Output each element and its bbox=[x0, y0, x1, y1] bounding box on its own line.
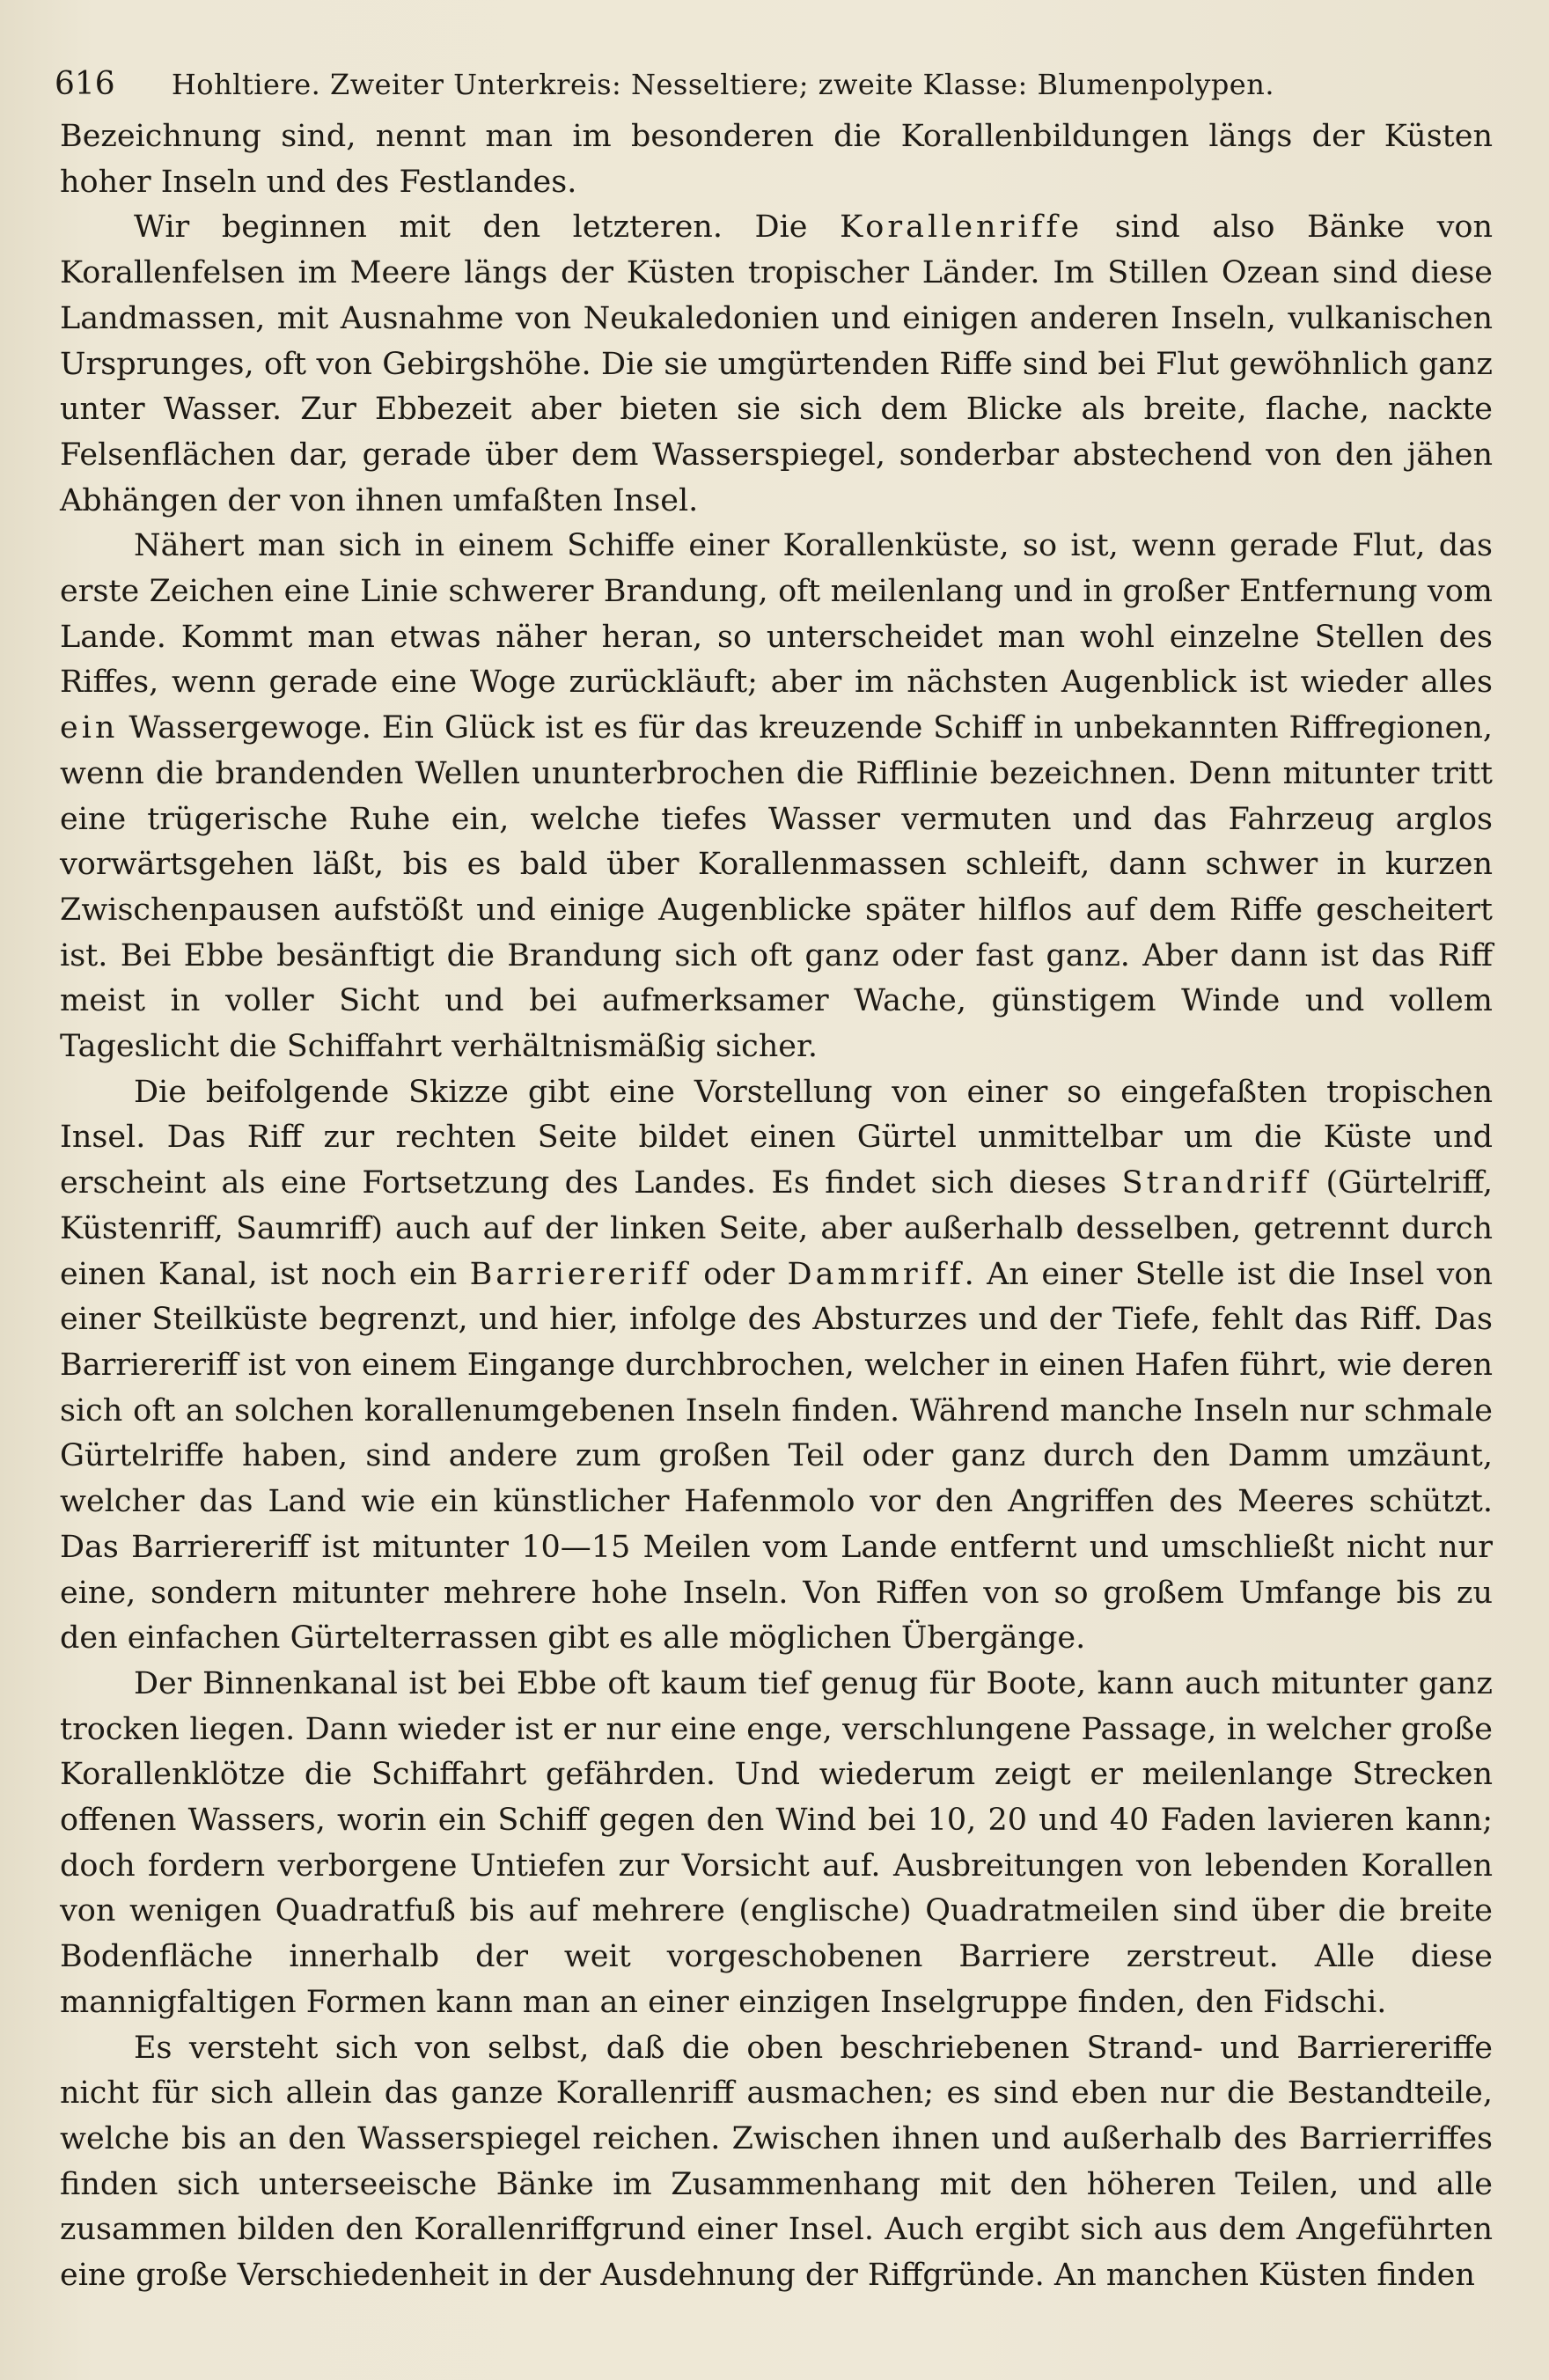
text-run: . An einer Stelle ist die Insel von einer Steilküste begrenzt, und hier, infolge des Absturzes und der Tiefe, fehlt das Riff. Das Barriereriff ist von einem Eingange durchbrochen, welcher in einen Hafen führt, wie deren sich oft an solchen korallenumgebenen Inseln finden. Während manche Inseln nur schmale Gürtelriffe haben, sind andere zum großen Teil oder ganz durch den Damm umzäunt, welcher das Land wie ein künstlicher Hafenmolo vor den Angriffen des Meeres schützt. Das Barriereriff ist mitunter 10—15 Meilen vom Lande entfernt und umschließt nicht nur eine, sondern mitunter mehrere hohe Inseln. Von Riffen von so großem Umfange bis zu den einfachen Gürtelterrassen gibt es alle möglichen Übergänge. bbox=[60, 1256, 1494, 1656]
text-run: sind also Bänke von Korallenfelsen im Meere längs der Küsten tropischer Länder. Im Stillen Ozean sind diese Landmassen, mit Ausnahme von Neukaledonien und einigen anderen Inseln, vulkanischen Ursprunges, oft von Gebirgshöhe. Die sie umgürtenden Riffe sind bei Flut gewöhnlich ganz unter Wasser. Zur Ebbezeit aber bieten sie sich dem Blicke als breite, flache, nackte Felsenflächen dar, gerade über dem Wasserspiegel, sonderbar abstechend von den jähen Abhängen der von ihnen umfaßten Insel. bbox=[60, 209, 1493, 518]
paragraph bbox=[60, 114, 1493, 205]
text-run: Wassergewoge. Ein Glück ist es für das kreuzende Schiff in unbekannten Riffregionen, wenn die brandenden Wellen ununterbrochen die Rifflinie bezeichnen. Denn mitunter tritt eine trügerische Ruhe ein, welche tiefes Wasser vermuten und das Fahrzeug arglos vorwärtsgehen läßt, bis es bald über Korallenmassen schleift, dann schwer in kurzen Zwischenpausen aufstößt und einige Augenblicke später hilflos auf dem Riffe gescheitert ist. Bei Ebbe besänftigt die Brandung sich oft ganz oder fast ganz. Aber dann ist das Riff meist in voller Sicht und bei aufmerksamer Wache, günstigem Winde und vollem Tageslicht die Schiffahrt verhältnismäßig sicher. bbox=[60, 710, 1493, 1065]
paragraph bbox=[60, 205, 1493, 524]
emphasized-term: Strandriff bbox=[1121, 1165, 1311, 1201]
text-run: Die beifolgende Skizze gibt eine Vorstellung von einer so eingefaßten tropischen Insel. Das Riff zur rechten Seite bildet einen Gürtel unmittelbar um die Küste und erscheint als eine Fortsetzung des Landes. Es findet sich dieses bbox=[60, 1074, 1493, 1201]
emphasized-term: Dammriff bbox=[787, 1256, 965, 1292]
page-number: 616 bbox=[55, 66, 115, 102]
emphasized-term: Barriereriff bbox=[469, 1256, 691, 1292]
text-run: (Gürtelriff, Küstenriff, Saumriff) auch auf der linken Seite, aber außerhalb desselben, getrennt durch einen Kanal, ist noch ein bbox=[60, 1165, 1493, 1292]
emphasized-term: ein bbox=[60, 710, 119, 746]
text-run: Bezeichnung sind, nennt man im besonderen die Korallenbildungen längs der Küsten hoher Inseln und des Festlandes. bbox=[60, 119, 1493, 200]
text-run: Nähert man sich in einem Schiffe einer Korallenküste, so ist, wenn gerade Flut, das erste Zeichen eine Linie schwerer Brandung, oft meilenlang und in großer Entfernung vom Lande. Kommt man etwas näher heran, so unterscheidet man wohl einzelne Stellen des Riffes, wenn gerade eine Woge zurückläuft; aber im nächsten Augenblick ist wieder alles bbox=[60, 528, 1493, 701]
body-text bbox=[60, 114, 1493, 2299]
paragraph bbox=[60, 2026, 1493, 2299]
page-header bbox=[55, 49, 1498, 120]
paragraph bbox=[60, 1070, 1493, 1662]
text-run: Wir beginnen mit den letzteren. Die bbox=[134, 209, 841, 246]
paragraph bbox=[60, 1662, 1493, 2026]
text-run: Der Binnenkanal ist bei Ebbe oft kaum tief genug für Boote, kann auch mitunter ganz trocken liegen. Dann wieder ist er nur eine enge, verschlungene Passage, in welcher große Korallenklötze die Schiffahrt gefährden. Und wiederum zeigt er meilenlange Strecken offenen Wassers, worin ein Schiff gegen den Wind bei 10, 20 und 40 Faden lavieren kann; doch fordern verborgene Untiefen zur Vorsicht auf. Ausbreitungen von lebenden Korallen von wenigen Quadratfuß bis auf mehrere (englische) Quadratmeilen sind über die breite Bodenfläche innerhalb der weit vorgeschobenen Barriere zerstreut. Alle diese mannigfaltigen Formen kann man an einer einzigen Inselgruppe finden, den Fidschi. bbox=[60, 1665, 1493, 2020]
emphasized-term: Korallenriffe bbox=[840, 209, 1083, 246]
text-run: oder bbox=[690, 1256, 788, 1292]
running-head: Hohltiere. Zweiter Unterkreis: Nesseltiere; zweite Klasse: Blumenpolypen. bbox=[171, 68, 1275, 101]
paragraph bbox=[60, 524, 1493, 1069]
text-run: Es versteht sich von selbst, daß die oben beschriebenen Strand- und Barriereriffe nicht für sich allein das ganze Korallenriff ausmachen; es sind eben nur die Bestandteile, welche bis an den Wasserspiegel reichen. Zwischen ihnen und außerhalb des Barrierriffes finden sich unterseeische Bänke im Zusammenhang mit den höheren Teilen, und alle zusammen bilden den Korallenriffgrund einer Insel. Auch ergibt sich aus dem Angeführten eine große Verschiedenheit in der Ausdehnung der Riffgründe. An manchen Küsten finden bbox=[60, 2030, 1493, 2294]
